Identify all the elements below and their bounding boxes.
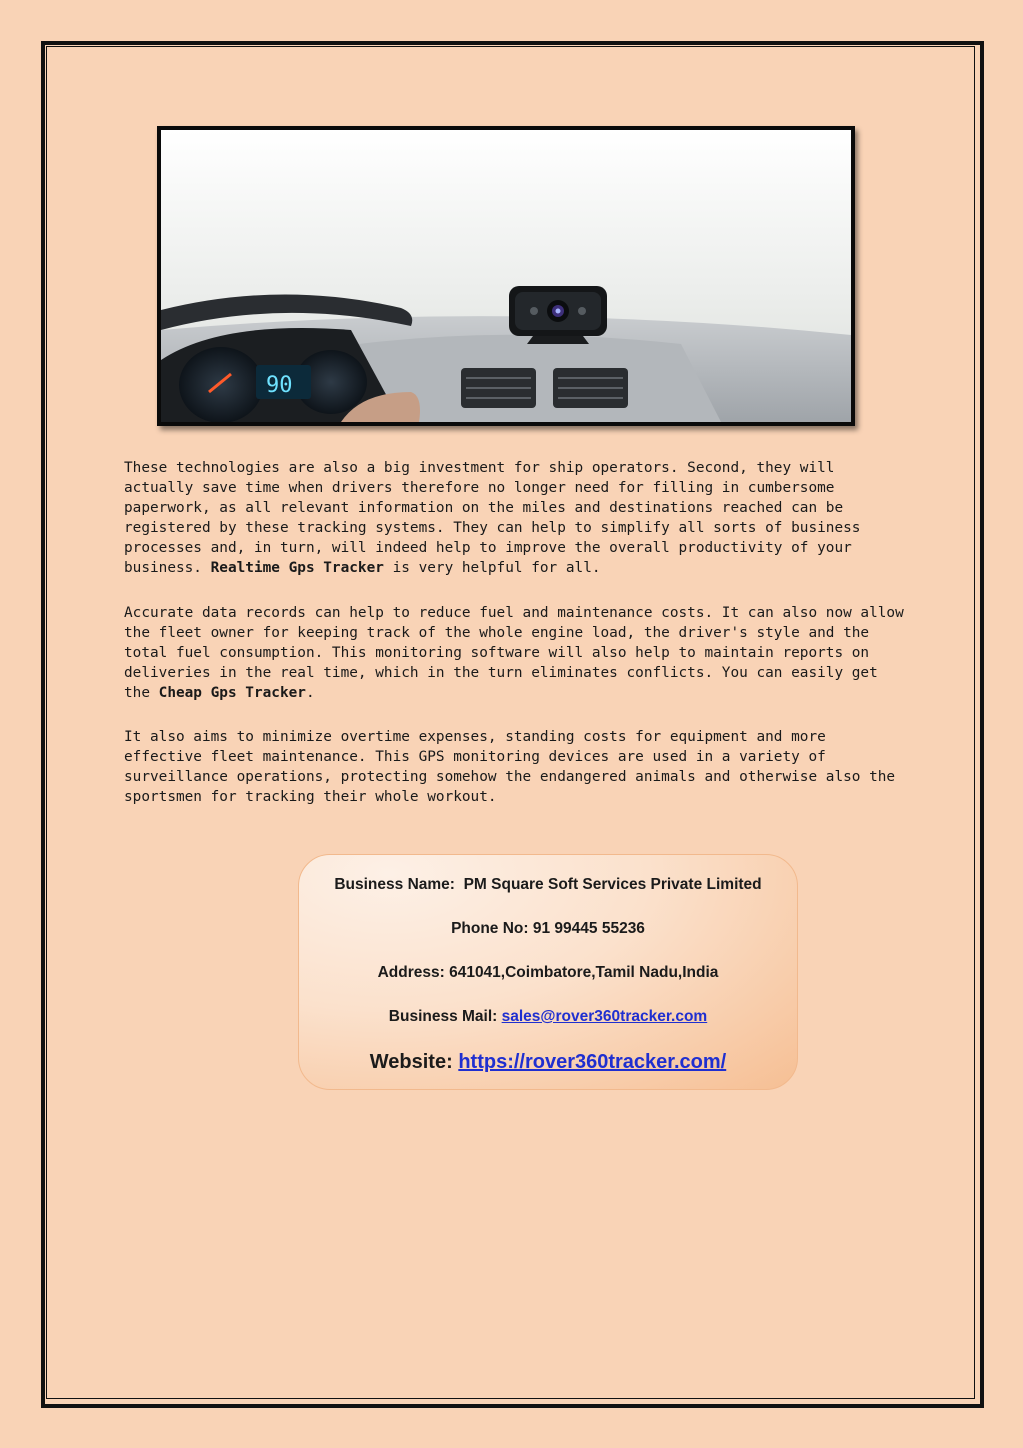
speed-readout: 90 <box>266 373 293 398</box>
phone-value: 91 99445 55236 <box>532 920 645 937</box>
business-name-value: PM Square Soft Services Private Limited <box>463 876 762 893</box>
paragraph-1-text: These technologies are also a big investment for ship operators. Second, they will actually save time when drivers therefore no longer need for filling in cumbersome paperwork, as all relevant information on the miles and destinations reached can be registered by these tracking systems. They can help to simplify all sorts of business processes and, in turn, will indeed help to improve the overall productivity of your business. <box>124 460 861 577</box>
mail-label: Business Mail: <box>388 1008 498 1025</box>
phone-line <box>299 920 797 938</box>
address-value: 641041,Coimbatore,Tamil Nadu,India <box>449 964 719 981</box>
website-line <box>299 1051 797 1074</box>
phone-label: Phone No: <box>451 920 529 937</box>
address-line <box>299 964 797 982</box>
paragraph-1 <box>124 458 909 579</box>
address-label: Address: <box>377 964 445 981</box>
paragraph-2-text: Accurate data records can help to reduce fuel and maintenance costs. It can also now allow the fleet owner for keeping track of the whole engine load, the driver's style and the total fuel consumption. This monitoring software will also help to maintain reports on deliveries in the real time, which in the turn eliminates conflicts. You can easily get the <box>124 604 904 701</box>
website-label: Website: <box>369 1051 453 1073</box>
article-body <box>124 458 909 831</box>
contact-card <box>298 854 798 1090</box>
business-name-line <box>299 876 797 894</box>
realtime-gps-tracker-keyword: Realtime Gps Tracker <box>210 560 384 577</box>
dashcam-photo <box>157 126 855 426</box>
paragraph-2 <box>124 603 909 703</box>
business-name-label: Business Name: <box>334 876 455 893</box>
paragraph-3: It also aims to minimize overtime expenses, standing costs for equipment and more effective fleet maintenance. This GPS monitoring devices are used in a variety of surveillance operations, protecting somehow the endangered animals and otherwise also the sportsmen for tracking their whole workout. <box>124 729 896 806</box>
mail-line <box>299 1008 797 1026</box>
paragraph-1-tail: is very helpful for all. <box>383 560 601 577</box>
paragraph-2-tail: . <box>305 684 315 701</box>
cheap-gps-tracker-keyword: Cheap Gps Tracker <box>158 684 306 701</box>
website-link[interactable]: https://rover360tracker.com/ <box>458 1051 727 1073</box>
mail-link[interactable]: sales@rover360tracker.com <box>501 1008 708 1025</box>
